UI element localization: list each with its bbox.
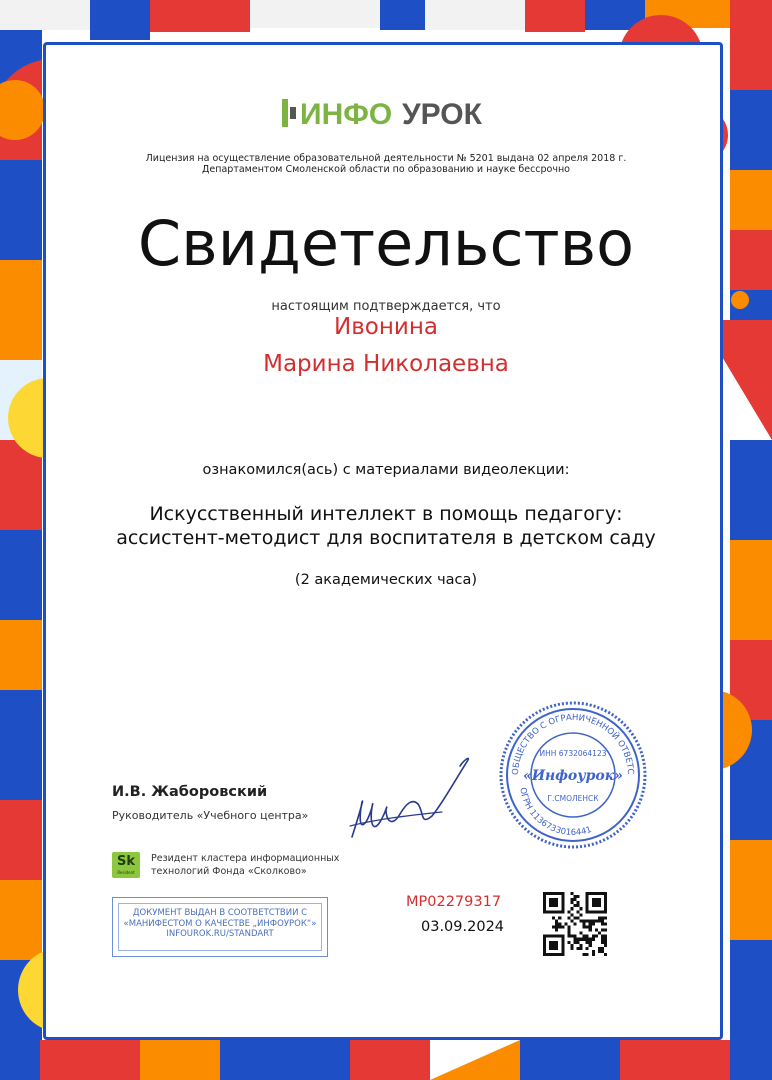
course-title-line-1: Искусственный интеллект в помощь педагогу: [149,503,623,525]
manifest-box [112,897,328,957]
manifest-line-3: INFOUROK.RU/STANDART [166,929,274,939]
license-line-1: Лицензия на осуществление образовательной деятельности № 5201 выдана 02 апреля 2018 г. [145,153,627,164]
certificate-number: МР02279317 [406,894,502,910]
stamp-center-name: «Инфоурок» [523,768,623,784]
recipient-given-names: Марина Николаевна [263,351,509,377]
certificate-title: Свидетельство [137,207,635,280]
logo-part-info: ИНФО [300,98,393,131]
skolkovo-text [151,852,341,878]
handwritten-signature [342,742,482,852]
stamp-ring-top: ОБЩЕСТВО С ОГРАНИЧЕННОЙ ОТВЕТС [510,712,636,776]
skolkovo-badge-letters: Sk [116,854,135,869]
issue-date: 03.09.2024 [421,919,505,935]
course-title [43,502,729,550]
stamp-inn: ИНН 6732064123 [539,749,607,758]
manifest-line-2: «МАНИФЕСТОМ О КАЧЕСТВЕ „ИНФОУРОК“» [123,918,317,929]
stamp-city: Г.СМОЛЕНСК [547,794,599,803]
skolkovo-badge-sub: Resident [117,870,135,875]
skolkovo-line-2: технологий Фонда «Сколково» [151,866,307,877]
license-info [43,153,729,175]
stamp-ring-bottom: ОГРН 1136733016441 [517,786,593,839]
signer-role: Руководитель «Учебного центра» [112,809,309,822]
logo-part-urok: УРОК [402,98,482,131]
hours-text: (2 академических часа) [294,572,478,588]
course-title-line-2: ассистент-методист для воспитателя в детском саду [116,527,656,549]
skolkovo-line-1: Резидент кластера информационных [151,853,340,864]
acquainted-text: ознакомился(ась) с материалами видеолекции: [202,462,570,478]
organization-stamp [498,700,648,850]
manifest-line-1: ДОКУМЕНТ ВЫДАН В СООТВЕТСТВИИ С [132,908,308,918]
manifest-text [113,908,327,940]
skolkovo-badge [112,852,140,878]
license-line-2: Департаментом Смоленской области по образованию и науке бессрочно [202,164,570,175]
qr-code [543,892,607,956]
recipient-surname: Ивонина [334,314,438,340]
confirm-text: настоящим подтверждается, что [271,299,501,314]
signer-name: И.В. Жаборовский [112,784,268,800]
infourok-logo [280,95,510,131]
